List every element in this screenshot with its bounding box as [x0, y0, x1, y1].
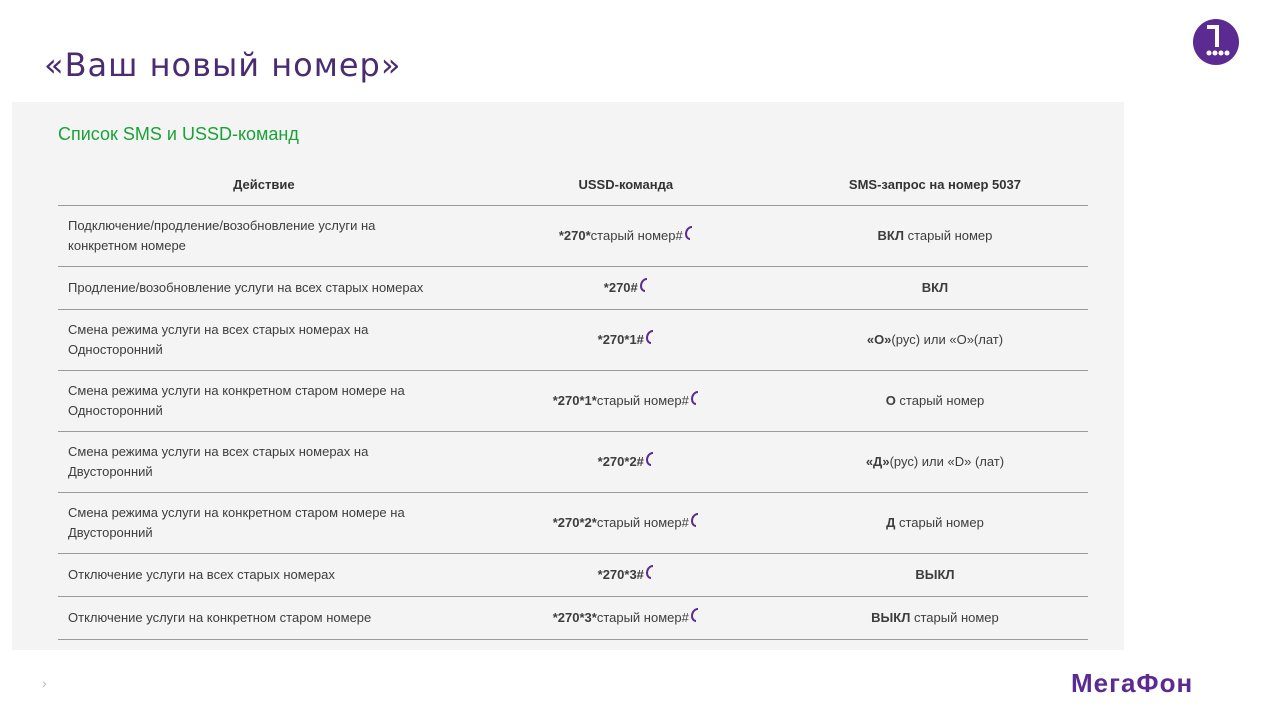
slide-title: «Ваш новый номер» — [44, 46, 402, 84]
table-header-row — [58, 163, 1088, 206]
action-cell — [58, 432, 470, 493]
header-sms: SMS-запрос на номер 5037 — [782, 163, 1088, 206]
action-text: Продление/возобновление услуги на всех старых номерах — [68, 280, 424, 295]
chevron-right-icon[interactable]: › — [42, 675, 47, 691]
handset-icon — [646, 452, 654, 466]
ussd-cell — [470, 310, 782, 371]
sms-cell — [782, 432, 1088, 493]
action-text: Смена режима услуги на конкретном старом номере на — [68, 505, 405, 520]
action-text: Двусторонний — [68, 464, 153, 479]
ussd-code: *270*2* — [552, 515, 597, 530]
action-text: Односторонний — [68, 403, 163, 418]
ussd-cell — [470, 432, 782, 493]
sms-cell — [782, 597, 1088, 640]
ussd-code: *270*1* — [552, 393, 597, 408]
sms-cell — [782, 267, 1088, 310]
sms-cell — [782, 554, 1088, 597]
action-cell — [58, 597, 470, 640]
sms-cell — [782, 493, 1088, 554]
action-cell — [58, 493, 470, 554]
sms-suffix: старый номер — [903, 228, 993, 243]
sms-keyword: ВКЛ — [877, 228, 904, 243]
action-text: конкретном номере — [68, 238, 186, 253]
ussd-code: *270*2# — [597, 454, 644, 469]
sms-keyword: ВЫКЛ — [915, 567, 955, 582]
ussd-cell — [470, 554, 782, 597]
sms-keyword: «Д» — [865, 454, 890, 469]
table-row — [58, 206, 1088, 267]
ussd-suffix: старый номер# — [596, 515, 689, 530]
table-row — [58, 493, 1088, 554]
ussd-code: *270*1# — [597, 332, 644, 347]
section-title: Список SMS и USSD-команд — [58, 124, 299, 144]
sms-suffix: старый номер — [895, 515, 984, 530]
sms-suffix: старый номер — [895, 393, 985, 408]
ussd-code: *270* — [558, 228, 591, 243]
handset-icon — [691, 391, 699, 405]
action-text: Подключение/продление/возобновление услуги на — [68, 218, 376, 233]
ussd-suffix: старый номер# — [596, 393, 689, 408]
ussd-cell — [470, 493, 782, 554]
ussd-cell — [470, 597, 782, 640]
sms-cell — [782, 310, 1088, 371]
action-text: Отключение услуги на всех старых номерах — [68, 567, 335, 582]
handset-icon — [646, 330, 654, 344]
sms-keyword: О — [885, 393, 896, 408]
action-text: Смена режима услуги на всех старых номерах на — [68, 444, 369, 459]
action-text: Смена режима услуги на конкретном старом номере на — [68, 383, 405, 398]
brand-wordmark: МегаФон — [1071, 668, 1194, 698]
action-cell — [58, 371, 470, 432]
action-cell — [58, 310, 470, 371]
sms-cell — [782, 206, 1088, 267]
action-text: Двусторонний — [68, 525, 153, 540]
action-cell — [58, 554, 470, 597]
sms-suffix: (рус) или «D» (лат) — [889, 454, 1005, 469]
sms-keyword: ВКЛ — [921, 280, 949, 295]
action-text: Отключение услуги на конкретном старом номере — [68, 610, 372, 625]
action-cell — [58, 267, 470, 310]
sms-keyword: «О» — [866, 332, 892, 347]
commands-table — [58, 163, 1088, 640]
handset-icon — [685, 226, 693, 240]
header-ussd: USSD-команда — [470, 163, 782, 206]
handset-icon — [691, 513, 699, 527]
sms-keyword: Д — [886, 515, 896, 530]
table-row — [58, 310, 1088, 371]
sms-suffix: старый номер — [910, 610, 999, 625]
ussd-suffix: старый номер# — [590, 228, 683, 243]
handset-icon — [640, 278, 648, 292]
handset-icon — [691, 608, 699, 622]
ussd-cell — [470, 206, 782, 267]
ussd-suffix: старый номер# — [596, 610, 689, 625]
action-cell — [58, 206, 470, 267]
header-action: Действие — [58, 163, 470, 206]
action-text: Односторонний — [68, 342, 163, 357]
sms-suffix: (рус) или «О»(лат) — [891, 332, 1004, 347]
ussd-code: *270# — [603, 280, 638, 295]
sms-cell — [782, 371, 1088, 432]
ussd-cell — [470, 267, 782, 310]
table-row — [58, 554, 1088, 597]
table-row — [58, 371, 1088, 432]
megafon-logo-icon — [1193, 19, 1239, 65]
ussd-code: *270*3# — [597, 567, 644, 582]
table-row — [58, 597, 1088, 640]
table-row — [58, 432, 1088, 493]
ussd-code: *270*3* — [552, 610, 597, 625]
handset-icon — [646, 565, 654, 579]
sms-keyword: ВЫКЛ — [871, 610, 911, 625]
ussd-cell — [470, 371, 782, 432]
action-text: Смена режима услуги на всех старых номерах на — [68, 322, 369, 337]
table-row — [58, 267, 1088, 310]
